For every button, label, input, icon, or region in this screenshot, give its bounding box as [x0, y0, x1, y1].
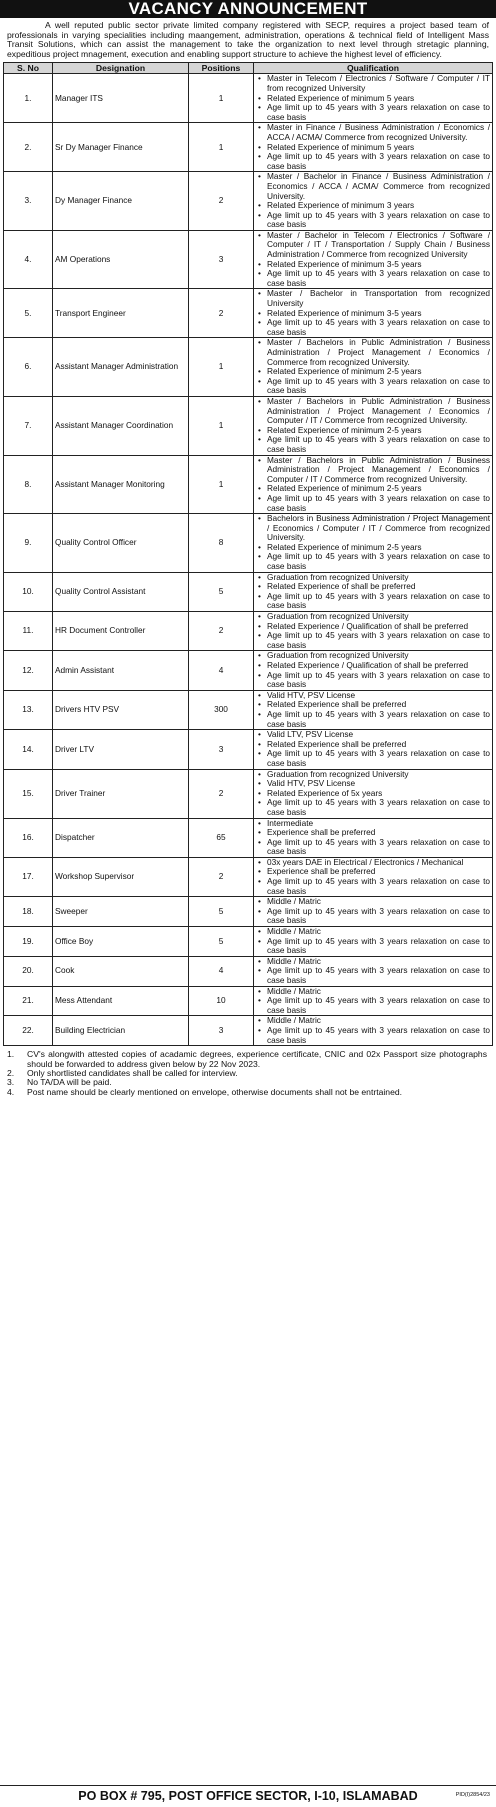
table-row	[4, 818, 493, 857]
row-qualification	[254, 396, 493, 455]
qualification-list	[256, 927, 490, 956]
qualification-item: • Related Experience of shall be preferred	[267, 582, 490, 592]
qualification-item: • Related Experience of minimum 3-5 years	[267, 260, 490, 270]
row-qualification	[254, 818, 493, 857]
row-designation: Assistant Manager Administration	[53, 338, 189, 397]
qualification-item: • Age limit up to 45 years with 3 years relaxation on case to case basis	[267, 103, 490, 122]
row-sno: 9.	[4, 514, 53, 573]
qualification-list	[256, 289, 490, 337]
row-sno: 12.	[4, 651, 53, 690]
row-qualification	[254, 612, 493, 651]
table-row	[4, 1016, 493, 1046]
qualification-item: • Bachelors in Business Administration / Project Management / Economics / Computer / IT / Commerce from recognized University.	[267, 514, 490, 543]
row-positions: 4	[189, 956, 254, 986]
qualification-list	[256, 231, 490, 289]
qualification-item: • Age limit up to 45 years with 3 years relaxation on case to case basis	[267, 552, 490, 571]
qualification-list	[256, 74, 490, 122]
qualification-list	[256, 858, 490, 896]
row-qualification	[254, 1016, 493, 1046]
table-row	[4, 514, 493, 573]
qualification-item: • Related Experience of minimum 2-5 years	[267, 484, 490, 494]
row-designation: Sr Dy Manager Finance	[53, 123, 189, 172]
table-row	[4, 230, 493, 289]
qualification-item: • Middle / Matric	[267, 897, 490, 907]
qualification-item: • Related Experience shall be preferred	[267, 700, 490, 710]
row-qualification	[254, 572, 493, 611]
table-row	[4, 396, 493, 455]
row-sno: 20.	[4, 956, 53, 986]
table-row	[4, 769, 493, 818]
row-sno: 19.	[4, 927, 53, 957]
row-designation: Dy Manager Finance	[53, 172, 189, 231]
row-sno: 17.	[4, 857, 53, 896]
qualification-item: • Master / Bachelor in Telecom / Electronics / Software / Computer / IT / Transportation / Supply Chain / Business Administration / Commerce from recognized University	[267, 231, 490, 260]
note-text: CV's alongwith attested copies of acadamic degrees, experience certificate, CNIC and 02x Passport size photographs should be forwarded to address given below by 22 Nov 2023.	[27, 1049, 487, 1069]
table-row	[4, 986, 493, 1016]
row-positions: 1	[189, 455, 254, 514]
qualification-item: • Age limit up to 45 years with 3 years relaxation on case to case basis	[267, 269, 490, 288]
qualification-item: • Graduation from recognized University	[267, 612, 490, 622]
table-row	[4, 572, 493, 611]
qualification-item: • Age limit up to 45 years with 3 years relaxation on case to case basis	[267, 211, 490, 230]
qualification-item: • Related Experience of minimum 5 years	[267, 143, 490, 153]
qualification-list	[256, 123, 490, 171]
qualification-list	[256, 957, 490, 986]
row-designation: Mess Attendant	[53, 986, 189, 1016]
row-qualification	[254, 730, 493, 769]
qualification-item: • 03x years DAE in Electrical / Electronics / Mechanical	[267, 858, 490, 868]
note-item	[7, 1050, 487, 1069]
qualification-list	[256, 612, 490, 650]
pid-number: PID(I)2854/23	[455, 1792, 490, 1798]
table-row	[4, 651, 493, 690]
qualification-item: • Experience shall be preferred	[267, 828, 490, 838]
row-designation: Driver Trainer	[53, 769, 189, 818]
row-designation: AM Operations	[53, 230, 189, 289]
qualification-item: • Master in Telecom / Electronics / Software / Computer / IT from recognized University	[267, 74, 490, 93]
row-designation: Driver LTV	[53, 730, 189, 769]
table-row	[4, 927, 493, 957]
qualification-item: • Related Experience shall be preferred	[267, 740, 490, 750]
qualification-item: • Graduation from recognized University	[267, 770, 490, 780]
table-row	[4, 455, 493, 514]
row-qualification	[254, 857, 493, 896]
row-qualification	[254, 927, 493, 957]
qualification-item: • Experience shall be preferred	[267, 867, 490, 877]
qualification-item: • Related Experience / Qualification of shall be preferred	[267, 661, 490, 671]
qualification-item: • Middle / Matric	[267, 987, 490, 997]
table-row	[4, 338, 493, 397]
qualification-item: • Middle / Matric	[267, 1016, 490, 1026]
table-row	[4, 612, 493, 651]
qualification-list	[256, 651, 490, 689]
qualification-item: • Master / Bachelors in Public Administration / Business Administration / Project Management / Economics / Computer / IT / Commerce from recognized University.	[267, 456, 490, 485]
row-sno: 14.	[4, 730, 53, 769]
row-designation: Transport Engineer	[53, 289, 189, 338]
row-sno: 1.	[4, 74, 53, 123]
page-title: VACANCY ANNOUNCEMENT	[0, 0, 496, 18]
row-positions: 1	[189, 338, 254, 397]
qualification-item: • Related Experience of 5x years	[267, 789, 490, 799]
row-designation: HR Document Controller	[53, 612, 189, 651]
row-qualification	[254, 514, 493, 573]
qualification-item: • Age limit up to 45 years with 3 years relaxation on case to case basis	[267, 749, 490, 768]
qualification-list	[256, 573, 490, 611]
qualification-item: • Master / Bachelor in Finance / Business Administration / Economics / ACCA / ACMA/ Commerce from recognized University.	[267, 172, 490, 201]
row-positions: 2	[189, 612, 254, 651]
row-qualification	[254, 986, 493, 1016]
row-positions: 10	[189, 986, 254, 1016]
row-qualification	[254, 690, 493, 729]
qualification-item: • Valid HTV, PSV License	[267, 691, 490, 701]
row-positions: 300	[189, 690, 254, 729]
qualification-item: • Related Experience of minimum 3-5 years	[267, 309, 490, 319]
qualification-item: • Age limit up to 45 years with 3 years relaxation on case to case basis	[267, 907, 490, 926]
qualification-item: • Age limit up to 45 years with 3 years relaxation on case to case basis	[267, 318, 490, 337]
qualification-list	[256, 897, 490, 926]
table-header-row	[4, 63, 493, 74]
qualification-item: • Intermediate	[267, 819, 490, 829]
row-sno: 13.	[4, 690, 53, 729]
row-qualification	[254, 651, 493, 690]
note-number: 3.	[7, 1077, 15, 1088]
qualification-item: • Age limit up to 45 years with 3 years relaxation on case to case basis	[267, 152, 490, 171]
qualification-item: • Age limit up to 45 years with 3 years relaxation on case to case basis	[267, 710, 490, 729]
note-number: 2.	[7, 1067, 15, 1078]
row-positions: 65	[189, 818, 254, 857]
footer-address	[0, 1785, 496, 1803]
header-sno: S. No	[4, 63, 53, 74]
row-sno: 5.	[4, 289, 53, 338]
row-positions: 4	[189, 651, 254, 690]
table-row	[4, 897, 493, 927]
row-qualification	[254, 230, 493, 289]
row-positions: 3	[189, 730, 254, 769]
table-row	[4, 74, 493, 123]
qualification-item: • Middle / Matric	[267, 957, 490, 967]
note-text: No TA/DA will be paid.	[27, 1077, 112, 1088]
intro-paragraph: A well reputed public sector private limited company registered with SECP, requires a project based team of professionals in varying specialities including maangement, administration, operations & technical field of Intelligent Mass Transit Solutions, which can assist the management to take the organization to next level through stretagic planning, expeditious project mnagement, execution and enabling support structure to achieve the highest level of efficiency.	[7, 20, 489, 59]
qualification-list	[256, 819, 490, 857]
qualification-item: • Age limit up to 45 years with 3 years relaxation on case to case basis	[267, 377, 490, 396]
qualification-item: • Related Experience of minimum 5 years	[267, 94, 490, 104]
qualification-item: • Master / Bachelors in Public Administration / Business Administration / Project Management / Economics / Commerce from recognized University.	[267, 338, 490, 367]
qualification-list	[256, 397, 490, 455]
qualification-item: • Related Experience of minimum 3 years	[267, 201, 490, 211]
row-positions: 2	[189, 289, 254, 338]
header-designation: Designation	[53, 63, 189, 74]
row-designation: Building Electrician	[53, 1016, 189, 1046]
row-sno: 2.	[4, 123, 53, 172]
row-sno: 4.	[4, 230, 53, 289]
notes-list	[3, 1046, 493, 1097]
row-positions: 8	[189, 514, 254, 573]
row-positions: 3	[189, 1016, 254, 1046]
row-qualification	[254, 123, 493, 172]
row-sno: 22.	[4, 1016, 53, 1046]
note-item	[7, 1088, 487, 1097]
row-qualification	[254, 769, 493, 818]
row-designation: Workshop Supervisor	[53, 857, 189, 896]
table-row	[4, 857, 493, 896]
row-positions: 2	[189, 769, 254, 818]
note-number: 1.	[7, 1049, 15, 1060]
row-designation: Cook	[53, 956, 189, 986]
qualification-item: • Valid LTV, PSV License	[267, 730, 490, 740]
row-positions: 1	[189, 396, 254, 455]
qualification-item: • Age limit up to 45 years with 3 years relaxation on case to case basis	[267, 494, 490, 513]
row-positions: 5	[189, 927, 254, 957]
table-row	[4, 690, 493, 729]
qualification-list	[256, 338, 490, 396]
qualification-item: • Valid HTV, PSV License	[267, 779, 490, 789]
row-positions: 1	[189, 123, 254, 172]
qualification-item: • Age limit up to 45 years with 3 years relaxation on case to case basis	[267, 996, 490, 1015]
qualification-list	[256, 770, 490, 818]
row-qualification	[254, 956, 493, 986]
header-positions: Positions	[189, 63, 254, 74]
row-qualification	[254, 897, 493, 927]
row-positions: 5	[189, 572, 254, 611]
row-designation: Manager ITS	[53, 74, 189, 123]
qualification-list	[256, 514, 490, 572]
row-positions: 3	[189, 230, 254, 289]
row-sno: 15.	[4, 769, 53, 818]
row-sno: 7.	[4, 396, 53, 455]
qualification-item: • Related Experience of minimum 2-5 years	[267, 543, 490, 553]
row-designation: Sweeper	[53, 897, 189, 927]
row-designation: Assistant Manager Monitoring	[53, 455, 189, 514]
table-row	[4, 172, 493, 231]
table-row	[4, 956, 493, 986]
row-designation: Quality Control Officer	[53, 514, 189, 573]
qualification-item: • Age limit up to 45 years with 3 years relaxation on case to case basis	[267, 798, 490, 817]
row-designation: Drivers HTV PSV	[53, 690, 189, 729]
po-box-address: PO BOX # 795, POST OFFICE SECTOR, I-10, ISLAMABAD	[78, 1789, 418, 1803]
qualification-item: • Related Experience of minimum 2-5 years	[267, 426, 490, 436]
row-designation: Dispatcher	[53, 818, 189, 857]
qualification-item: • Related Experience of minimum 2-5 years	[267, 367, 490, 377]
row-qualification	[254, 289, 493, 338]
row-designation: Admin Assistant	[53, 651, 189, 690]
qualification-item: • Age limit up to 45 years with 3 years relaxation on case to case basis	[267, 435, 490, 454]
header-qualification: Qualification	[254, 63, 493, 74]
row-sno: 18.	[4, 897, 53, 927]
qualification-item: • Age limit up to 45 years with 3 years relaxation on case to case basis	[267, 592, 490, 611]
qualification-item: • Master / Bachelors in Public Administration / Business Administration / Project Management / Economics / Computer / IT / Commerce from recognized University.	[267, 397, 490, 426]
qualification-item: • Age limit up to 45 years with 3 years relaxation on case to case basis	[267, 877, 490, 896]
row-designation: Office Boy	[53, 927, 189, 957]
qualification-list	[256, 456, 490, 514]
note-text: Post name should be clearly mentioned on envelope, otherwise documents shall not be entrtained.	[27, 1086, 403, 1097]
row-designation: Assistant Manager Coordination	[53, 396, 189, 455]
row-qualification	[254, 74, 493, 123]
row-sno: 6.	[4, 338, 53, 397]
table-row	[4, 289, 493, 338]
qualification-item: • Age limit up to 45 years with 3 years relaxation on case to case basis	[267, 1026, 490, 1045]
note-text: Only shortlisted candidates shall be called for interview.	[27, 1067, 238, 1078]
row-positions: 1	[189, 74, 254, 123]
qualification-list	[256, 987, 490, 1016]
row-sno: 3.	[4, 172, 53, 231]
row-positions: 2	[189, 172, 254, 231]
row-sno: 16.	[4, 818, 53, 857]
qualification-item: • Graduation from recognized University	[267, 573, 490, 583]
row-qualification	[254, 338, 493, 397]
vacancy-table	[3, 62, 493, 1046]
qualification-item: • Age limit up to 45 years with 3 years relaxation on case to case basis	[267, 937, 490, 956]
row-qualification	[254, 455, 493, 514]
note-number: 4.	[7, 1086, 15, 1097]
qualification-item: • Age limit up to 45 years with 3 years relaxation on case to case basis	[267, 631, 490, 650]
qualification-list	[256, 691, 490, 729]
row-positions: 2	[189, 857, 254, 896]
row-qualification	[254, 172, 493, 231]
row-sno: 21.	[4, 986, 53, 1016]
table-row	[4, 730, 493, 769]
qualification-list	[256, 1016, 490, 1045]
qualification-list	[256, 730, 490, 768]
qualification-item: • Master in Finance / Business Administration / Economics / ACCA / ACMA/ Commerce from recognized University.	[267, 123, 490, 142]
row-designation: Quality Control Assistant	[53, 572, 189, 611]
table-row	[4, 123, 493, 172]
qualification-item: • Related Experience / Qualification of shall be preferred	[267, 622, 490, 632]
qualification-item: • Graduation from recognized University	[267, 651, 490, 661]
row-sno: 11.	[4, 612, 53, 651]
row-positions: 5	[189, 897, 254, 927]
qualification-item: • Age limit up to 45 years with 3 years relaxation on case to case basis	[267, 966, 490, 985]
qualification-item: • Age limit up to 45 years with 3 years relaxation on case to case basis	[267, 838, 490, 857]
row-sno: 10.	[4, 572, 53, 611]
row-sno: 8.	[4, 455, 53, 514]
qualification-item: • Middle / Matric	[267, 927, 490, 937]
qualification-item: • Age limit up to 45 years with 3 years relaxation on case to case basis	[267, 671, 490, 690]
qualification-list	[256, 172, 490, 230]
qualification-item: • Master / Bachelor in Transportation from recognized University	[267, 289, 490, 308]
